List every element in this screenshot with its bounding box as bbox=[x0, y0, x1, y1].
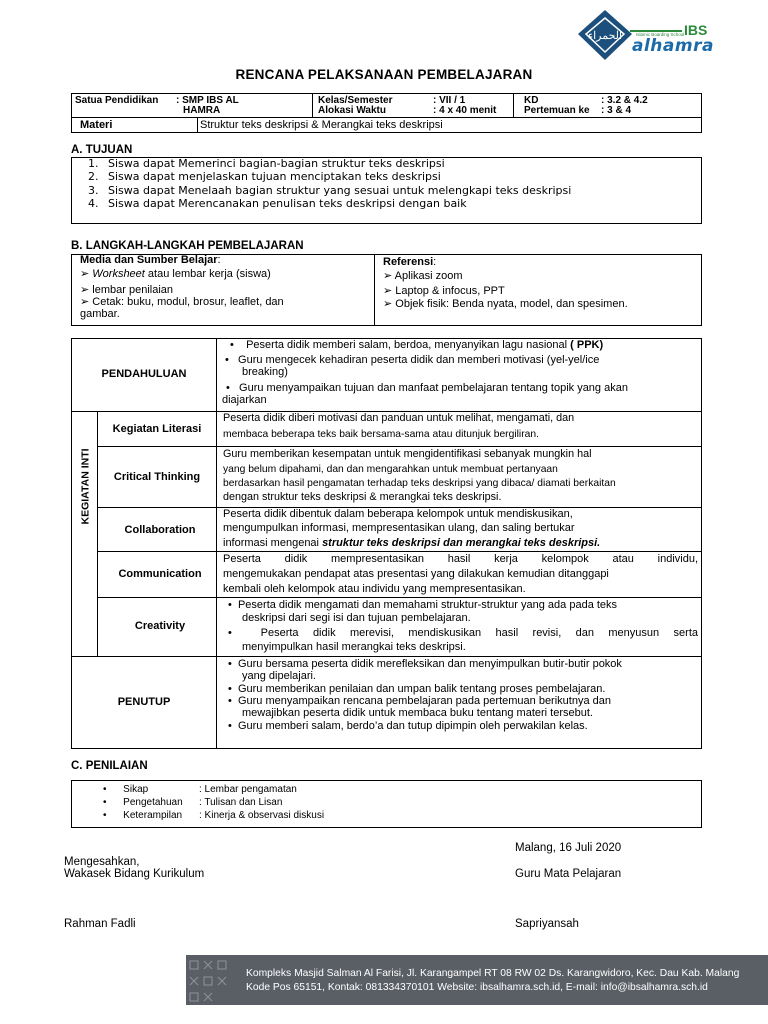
penutup-label: PENUTUP bbox=[117, 696, 171, 708]
literasi-line-1: Peserta didik diberi motivasi dan panduan untuk melihat, mengamati, dan bbox=[223, 412, 575, 424]
critical-line-1: Guru memberikan kesempatan untuk mengidentifikasi sebanyak mungkin hal bbox=[223, 448, 592, 460]
creat-item-2b: menyimpulkan hasil merangkai teks deskripsi. bbox=[242, 641, 466, 653]
ref-title-line: Referensi: bbox=[383, 256, 437, 268]
footer-pattern-icon bbox=[186, 955, 242, 1005]
signature-left-name: Rahman Fadli bbox=[64, 918, 136, 930]
penilaian-heading: C. PENILAIAN bbox=[71, 760, 148, 772]
collab-line-2: mengumpulkan informasi, mempresentasikan ulang, dan saling bertukar bbox=[223, 522, 575, 534]
media-item-gambar: gambar. bbox=[80, 308, 120, 320]
info-table bbox=[71, 93, 702, 133]
critical-line-3: berdasarkan hasil pengamatan terhadap teks deskripsi yang dibaca/ diamati berkaitan bbox=[223, 478, 616, 489]
comm-line-1: Peserta didik mempresentasikan hasil kerja kelompok atau individu, bbox=[223, 553, 698, 565]
pendahuluan-item-2b: breaking) bbox=[242, 366, 288, 378]
footer-bar bbox=[186, 955, 768, 1005]
logo-ibs-text: IBS bbox=[684, 22, 708, 38]
ref-item-objek: ➢ Objek fisik: Benda nyata, model, dan spesimen. bbox=[383, 298, 628, 310]
footer-address: Kompleks Masjid Salman Al Farisi, Jl. Karangampel RT 08 RW 02 Ds. Karangwidoro, Kec. Dau Kab. Malang bbox=[246, 968, 740, 979]
literasi-label: Kegiatan Literasi bbox=[112, 423, 202, 435]
kelas-label: Kelas/Semester bbox=[318, 95, 393, 106]
tujuan-heading: A. TUJUAN bbox=[71, 144, 133, 156]
list-item: 1. Siswa dapat Memerinci bagian-bagian struktur teks deskripsi bbox=[88, 157, 445, 170]
pendahuluan-item-1: • Peserta didik memberi salam, berdoa, menyanyikan lagu nasional ( PPK) bbox=[230, 339, 604, 351]
logo-diamond-icon bbox=[574, 8, 636, 64]
media-title-line: Media dan Sumber Belajar: bbox=[80, 254, 221, 266]
penutup-item-2: • Guru memberikan penilaian dan umpan balik tentang proses pembelajaran. bbox=[228, 683, 606, 695]
creat-item-1b: deskripsi dari segi isi dan tujuan pembelajaran. bbox=[242, 612, 471, 624]
media-item-penilaian: ➢ lembar penilaian bbox=[80, 284, 173, 296]
ref-item-zoom: ➢ Aplikasi zoom bbox=[383, 270, 463, 282]
penutup-item-3: • Guru menyampaikan rencana pembelajaran pada pertemuan berikutnya dan bbox=[228, 695, 611, 707]
comm-line-3: kembali oleh kelompok atau individu yang mempresentasikan. bbox=[223, 583, 526, 595]
critical-label: Critical Thinking bbox=[113, 471, 201, 483]
media-item-cetak: ➢ Cetak: buku, modul, brosur, leaflet, dan bbox=[80, 296, 284, 308]
penutup-item-1b: yang dipelajari. bbox=[242, 670, 316, 682]
footer-contact: Kode Pos 65151, Kontak: 081334370101 Website: ibsalhamra.sch.id, E-mail: info@ibsalhamra.sch.id bbox=[246, 982, 708, 993]
signature-left-1: Mengesahkan, bbox=[64, 856, 140, 868]
pendahuluan-item-3: • Guru menyampaikan tujuan dan manfaat pembelajaran tentang topik yang akan bbox=[226, 382, 628, 394]
literasi-line-2: membaca beberapa teks baik bersama-sama atau ditunjuk bergiliran. bbox=[223, 429, 539, 440]
document-title: RENCANA PELAKSANAAN PEMBELAJARAN bbox=[235, 67, 533, 82]
signature-left-2: Wakasek Bidang Kurikulum bbox=[64, 868, 205, 880]
satuan-value: : SMP IBS AL bbox=[176, 95, 239, 106]
alokasi-label: Alokasi Waktu bbox=[318, 105, 386, 116]
signature-right-role: Guru Mata Pelajaran bbox=[515, 868, 622, 880]
penutup-item-4: • Guru memberi salam, berdo’a dan tutup dipimpin oleh perwakilan kelas. bbox=[228, 720, 588, 732]
kd-label: KD bbox=[524, 95, 539, 106]
pendahuluan-item-2: • Guru mengecek kehadiran peserta didik dan memberi motivasi (yel-yel/ice bbox=[225, 354, 600, 366]
penilaian-row-pengetahuan: • Pengetahuan bbox=[103, 797, 183, 808]
collab-line-1: Peserta didik dibentuk dalam beberapa kelompok untuk mendiskusikan, bbox=[223, 508, 573, 520]
signature-right-name: Sapriyansah bbox=[515, 918, 579, 930]
penilaian-value-keterampilan: : Kinerja & observasi diskusi bbox=[199, 810, 325, 821]
list-item: 3. Siswa dapat Menelaah bagian struktur yang sesuai untuk melengkapi teks deskripsi bbox=[88, 183, 572, 197]
penilaian-value-sikap: : Lembar pengamatan bbox=[199, 784, 297, 795]
satuan-value-2: HAMRA bbox=[183, 105, 221, 116]
list-item: 2. Siswa dapat menjelaskan tujuan menciptakan teks deskripsi bbox=[88, 170, 441, 184]
collab-line-3: informasi mengenai struktur teks deskripsi dan merangkai teks deskripsi. bbox=[223, 537, 601, 549]
satuan-label: Satua Pendidikan bbox=[75, 95, 159, 106]
langkah-heading: B. LANGKAH-LANGKAH PEMBELAJARAN bbox=[71, 240, 304, 252]
kd-value: : 3.2 & 4.2 bbox=[601, 95, 648, 106]
pendahuluan-item-3b: diajarkan bbox=[222, 394, 267, 406]
penilaian-row-sikap: • Sikap bbox=[103, 784, 149, 795]
signature-date: Malang, 16 Juli 2020 bbox=[515, 842, 622, 854]
critical-line-4: dengan struktur teks deskripsi & merangkai teks deskripsi. bbox=[223, 491, 502, 503]
materi-label: Materi bbox=[80, 119, 113, 131]
critical-line-2: yang belum dipahami, dan dan mengarahkan untuk membuat pertanyaan bbox=[223, 464, 558, 475]
pendahuluan-label: PENDAHULUAN bbox=[101, 368, 187, 380]
penilaian-value-pengetahuan: : Tulisan dan Lisan bbox=[199, 797, 283, 808]
comm-line-2: mengemukakan pendapat atas presentasi yang dilakukan kemudian ditanggapi bbox=[223, 568, 609, 580]
pertemuan-value: : 3 & 4 bbox=[601, 105, 632, 116]
creat-item-2: • Peserta didik merevisi, mendiskusikan hasil revisi, dan menyusun serta bbox=[228, 627, 698, 639]
tujuan-list bbox=[88, 157, 571, 210]
media-item-worksheet: ➢ Worksheet atau lembar kerja (siswa) bbox=[80, 268, 271, 280]
creat-label: Creativity bbox=[134, 620, 186, 632]
penutup-item-3b: mewajibkan peserta didik untuk membaca buku tentang materi tersebut. bbox=[242, 707, 593, 719]
kelas-value: : VII / 1 bbox=[433, 95, 466, 106]
materi-value: Struktur teks deskripsi & Merangkai teks deskripsi bbox=[200, 119, 443, 131]
comm-label: Communication bbox=[118, 568, 202, 580]
logo-name-text: alhamra bbox=[632, 36, 714, 56]
collab-label: Collaboration bbox=[124, 524, 196, 536]
kegiatan-inti-label: KEGIATAN INTI bbox=[79, 448, 92, 525]
pertemuan-label: Pertemuan ke bbox=[524, 105, 590, 116]
alokasi-value: : 4 x 40 menit bbox=[433, 105, 497, 116]
list-item: 4. Siswa dapat Merencanakan penulisan teks deskripsi dengan baik bbox=[88, 196, 467, 210]
ref-item-laptop: ➢ Laptop & infocus, PPT bbox=[383, 285, 505, 297]
logo-subtitle: Islamic Boarding School bbox=[636, 32, 685, 37]
penilaian-row-keterampilan: • Keterampilan bbox=[103, 810, 183, 821]
svg-text:الحمراء: الحمراء bbox=[587, 29, 623, 42]
penutup-item-1: • Guru bersama peserta didik merefleksikan dan menyimpulkan butir-butir pokok bbox=[228, 658, 622, 670]
creat-item-1: • Peserta didik mengamati dan memahami struktur-struktur yang ada pada teks bbox=[228, 599, 618, 611]
